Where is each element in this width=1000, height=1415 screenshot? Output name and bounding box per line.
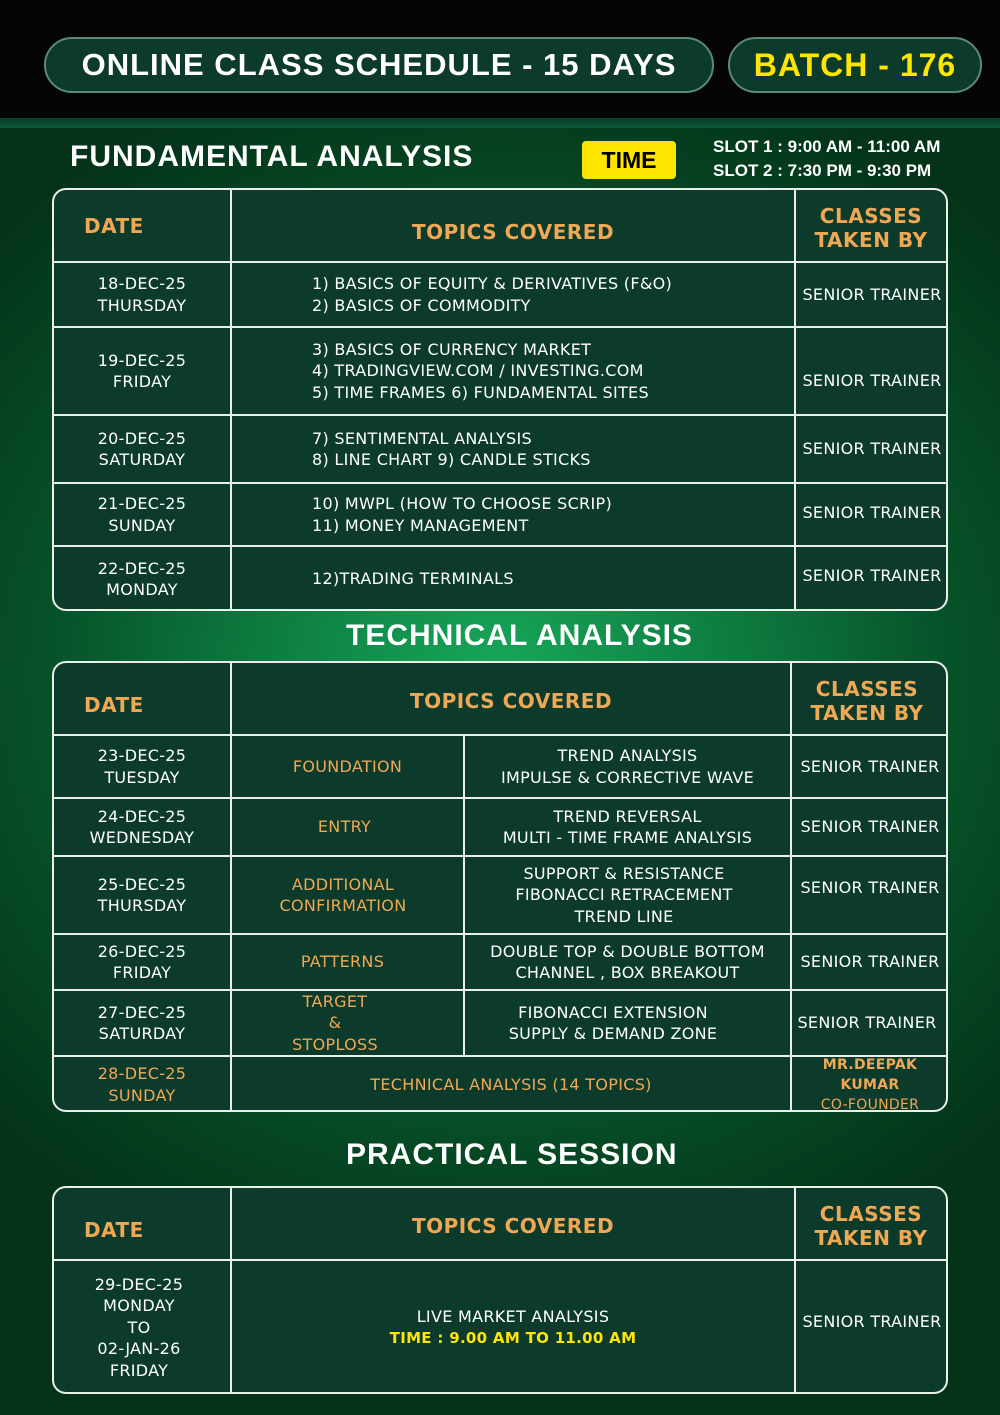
table-row-trainer: SENIOR TRAINER (800, 952, 940, 972)
slot-1: SLOT 1 : 9:00 AM - 11:00 AM (713, 137, 941, 156)
table-row-date: 29-DEC-25 MONDAY TO 02-JAN-26 FRIDAY (94, 1274, 184, 1380)
header-date: DATE (84, 213, 144, 238)
schedule-title: ONLINE CLASS SCHEDULE - 15 DAYS (44, 37, 714, 93)
table-row-trainer: SENIOR TRAINER (802, 566, 942, 586)
table-row-trainer: SENIOR TRAINER (802, 439, 942, 459)
header-classes: CLASSES TAKEN BY (814, 204, 928, 252)
table-row-date: 21-DEC-25 SUNDAY (97, 494, 187, 535)
table-row-category: TARGET & STOPLOSS (292, 991, 378, 1054)
header-topics: TOPICS COVERED (409, 689, 613, 713)
table-row-trainer: SENIOR TRAINER (800, 817, 940, 837)
table-row-date: 27-DEC-25 SATURDAY (97, 1002, 187, 1043)
table-row-date: 28-DEC-25 SUNDAY (97, 1064, 187, 1105)
table-row-trainer: SENIOR TRAINER (800, 756, 940, 776)
technical-table (52, 661, 948, 1112)
table-row-topics: FIBONACCI EXTENSION SUPPLY & DEMAND ZONE (508, 1002, 718, 1043)
header-date: DATE (84, 1217, 144, 1242)
table-row-topics: 12)TRADING TERMINALS (312, 569, 514, 589)
header-classes: CLASSES TAKEN BY (814, 1202, 928, 1250)
table-row-date: 24-DEC-25 WEDNESDAY (89, 806, 195, 847)
table-row-category: ENTRY (317, 817, 372, 837)
time-badge: TIME (582, 141, 676, 179)
table-row-topics: 1) BASICS OF EQUITY & DERIVATIVES (F&O) 2) BASICS OF COMMODITY (312, 274, 673, 315)
table-row-topics: LIVE MARKET ANALYSIS TIME : 9.00 AM TO 11.00 AM (232, 1261, 794, 1394)
time-slots (713, 135, 983, 183)
table-row-trainer: SENIOR TRAINER (802, 284, 942, 304)
table-row-date: 19-DEC-25 FRIDAY (97, 350, 187, 391)
founder-trainer: MR.DEEPAK KUMAR CO-FOUNDER (820, 1056, 920, 1112)
header-classes: CLASSES TAKEN BY (810, 677, 924, 725)
table-row-topics: SUPPORT & RESISTANCE FIBONACCI RETRACEMENT TREND LINE (515, 863, 733, 926)
practical-heading: PRACTICAL SESSION (346, 1138, 678, 1171)
slot-2: SLOT 2 : 7:30 PM - 9:30 PM (713, 161, 932, 180)
practical-table (52, 1186, 948, 1394)
table-row-date: 26-DEC-25 FRIDAY (97, 941, 187, 982)
table-row-topics: DOUBLE TOP & DOUBLE BOTTOM CHANNEL , BOX BREAKOUT (490, 941, 765, 982)
table-row-topics: TREND ANALYSIS IMPULSE & CORRECTIVE WAVE (500, 746, 755, 787)
session-time: TIME : 9.00 AM TO 11.00 AM (389, 1328, 637, 1347)
table-row-date: 22-DEC-25 MONDAY (97, 558, 187, 599)
fundamental-table (52, 188, 948, 611)
table-row-category: PATTERNS (300, 952, 385, 972)
table-row-date: 23-DEC-25 TUESDAY (97, 746, 187, 787)
table-row-trainer: SENIOR TRAINER (802, 1311, 942, 1331)
technical-summary-topic: TECHNICAL ANALYSIS (14 TOPICS) (370, 1074, 652, 1094)
header-date: DATE (84, 692, 144, 717)
table-row-trainer: SENIOR TRAINER (800, 878, 940, 898)
table-row-topics: 3) BASICS OF CURRENCY MARKET 4) TRADINGVIEW.COM / INVESTING.COM 5) TIME FRAMES 6) FUNDAMENTAL SITES (312, 339, 649, 402)
header-topics: TOPICS COVERED (411, 220, 615, 244)
banner-divider (0, 118, 1000, 128)
header-topics: TOPICS COVERED (411, 1214, 615, 1238)
fundamental-heading: FUNDAMENTAL ANALYSIS (70, 140, 474, 173)
table-row-category: ADDITIONAL CONFIRMATION (279, 874, 407, 915)
table-row-date: 18-DEC-25 THURSDAY (97, 274, 187, 315)
table-row-date: 25-DEC-25 THURSDAY (97, 874, 187, 915)
table-row-topics: 10) MWPL (HOW TO CHOOSE SCRIP) 11) MONEY MANAGEMENT (312, 494, 612, 535)
table-row-topics: 7) SENTIMENTAL ANALYSIS 8) LINE CHART 9) CANDLE STICKS (312, 428, 591, 469)
table-row-topics: TREND REVERSAL MULTI - TIME FRAME ANALYSIS (502, 806, 753, 847)
table-row-category: FOUNDATION (292, 756, 403, 776)
table-row-trainer: SENIOR TRAINER (802, 502, 942, 522)
batch-badge: BATCH - 176 (728, 37, 982, 93)
table-row-trainer: SENIOR TRAINER (802, 371, 942, 391)
technical-heading: TECHNICAL ANALYSIS (346, 619, 693, 652)
table-row-trainer: SENIOR TRAINER (797, 1013, 937, 1033)
table-row-date: 20-DEC-25 SATURDAY (97, 428, 187, 469)
